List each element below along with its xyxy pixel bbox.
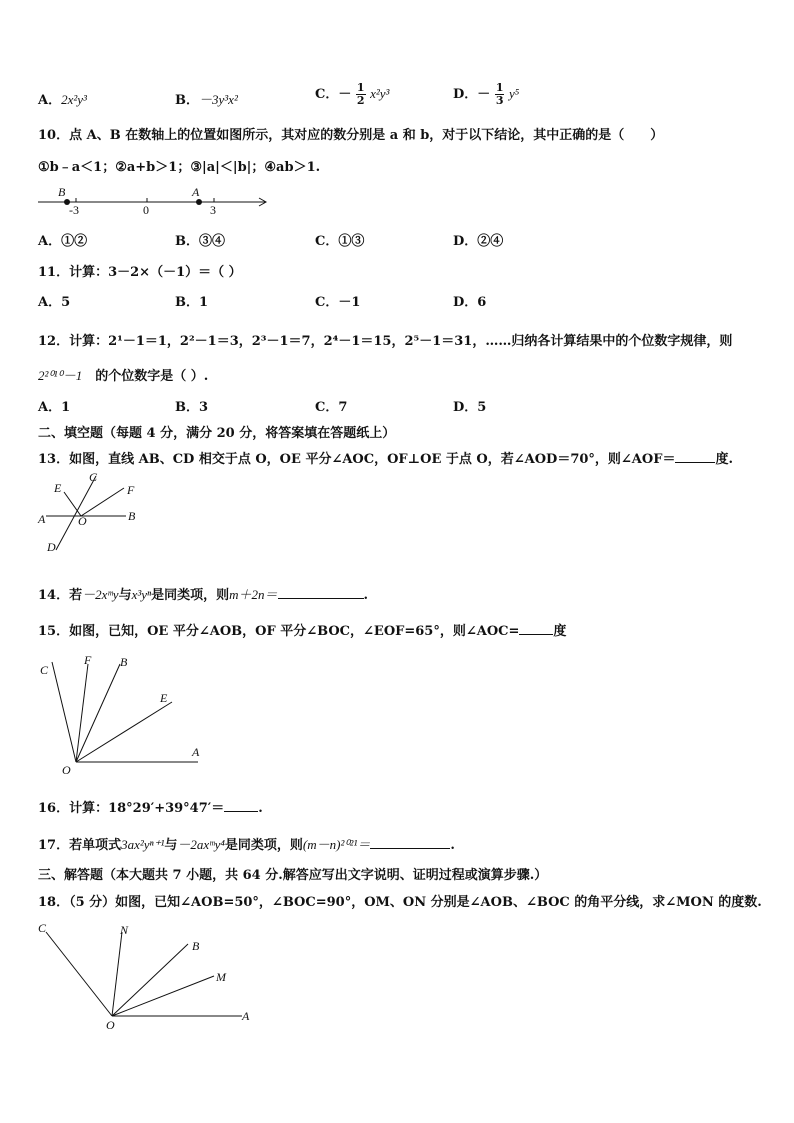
q13-label-e: E xyxy=(54,481,62,495)
q12-stem-line2: 2²⁰¹⁰－1 的个位数字是（ ）. xyxy=(38,368,209,384)
q11-option-b: B．1 xyxy=(175,295,209,310)
q16-stem: 16．计算：18°29′+39°47′＝ . xyxy=(38,801,263,816)
tick-0: 0 xyxy=(143,203,149,216)
q11-option-a: A．5 xyxy=(38,295,71,310)
q13-label-b: B xyxy=(128,509,136,523)
q18-stem: 18．（5 分）如图，已知∠AOB=50°，∠BOC=90°，OM、ON 分别是∠AOB、∠BOC 的角平分线，求∠MON 的度数. xyxy=(38,895,762,910)
q15-figure xyxy=(36,650,216,780)
q12-option-d: D．5 xyxy=(453,400,487,415)
q11-stem: 11．计算：3－2×（－1）＝（ ） xyxy=(38,265,242,280)
q18-label-c: C xyxy=(38,921,47,935)
q10-option-a: A．①② xyxy=(38,234,88,249)
point-a xyxy=(196,199,202,205)
q18-figure xyxy=(36,918,266,1034)
q13-label-d: D xyxy=(47,540,56,554)
q10-stem: 10．点 A、B 在数轴上的位置如图所示，其对应的数分别是 a 和 b，对于以下结论，其中正确的是（ ） xyxy=(38,128,664,143)
q15-stem: 15．如图，已知，OE 平分∠AOB，OF 平分∠BOC，∠EOF=65°，则∠AOC= 度 xyxy=(38,624,567,639)
tick-3: 3 xyxy=(210,203,216,216)
q17-stem: 17．若单项式3ax²yⁿ⁺¹与－2axᵐy⁴是同类项，则(m－n)²⁰²¹＝ . xyxy=(38,837,455,853)
section2-heading: 二、填空题（每题 4 分，满分 20 分，将答案填在答题纸上） xyxy=(38,426,396,441)
q18-label-m: M xyxy=(216,970,226,984)
q18-label-a: A xyxy=(242,1009,250,1023)
q15-label-f: F xyxy=(84,653,92,667)
q15-label-b: B xyxy=(120,655,128,669)
q13-label-o: O xyxy=(78,514,87,528)
q12-stem: 12．计算：2¹－1＝1，2²－1＝3，2³－1＝7，2⁴－1＝15，2⁵－1＝31，……归纳各计算结果中的个位数字规律，则 xyxy=(38,334,733,349)
q15-label-c: C xyxy=(40,663,49,677)
q14-stem: 14．若－2xᵐy与x³yⁿ是同类项，则m＋2n＝ . xyxy=(38,587,369,603)
q15-label-o: O xyxy=(62,763,71,777)
q15-label-a: A xyxy=(192,745,200,759)
section3-heading: 三、解答题（本大题共 7 小题，共 64 分.解答应写出文字说明、证明过程或演算步骤.） xyxy=(38,868,548,883)
q10-conclusions: ①b﹣a＜1；②a+b＞1；③|a|＜|b|；④ab＞1. xyxy=(38,160,321,175)
q12-option-c: C．7 xyxy=(315,400,348,415)
q10-option-c: C．①③ xyxy=(315,234,365,249)
q13-label-c: C xyxy=(89,470,98,484)
tick-neg3: -3 xyxy=(69,203,79,216)
q12-option-b: B．3 xyxy=(175,400,209,415)
q18-label-b: B xyxy=(192,939,200,953)
q10-option-d: D．②④ xyxy=(453,234,504,249)
q18-label-n: N xyxy=(120,923,129,937)
q18-label-o: O xyxy=(106,1018,115,1032)
q15-label-e: E xyxy=(160,691,168,705)
q13-label-a: A xyxy=(38,512,46,526)
q9-option-d: D．－ $\frac{1}{3}$ y⁵ xyxy=(453,81,520,107)
q9-option-a: A．2x²y³ xyxy=(38,92,87,108)
q13-figure xyxy=(36,468,146,558)
q10-number-line xyxy=(36,184,276,216)
q9-option-c: C．－ $\frac{1}{2}$ x²y³ xyxy=(315,81,390,107)
q10-option-b: B．③④ xyxy=(175,234,225,249)
label-b: B xyxy=(58,185,66,199)
q11-option-d: D．6 xyxy=(453,295,487,310)
q11-option-c: C．－1 xyxy=(315,295,361,310)
q13-stem: 13．如图，直线 AB、CD 相交于点 O，OE 平分∠AOC，OF⊥OE 于点 O，若∠AOD＝70°，则∠AOF＝ 度. xyxy=(38,452,733,467)
label-a: A xyxy=(192,185,200,199)
q12-option-a: A．1 xyxy=(38,400,71,415)
q13-label-f: F xyxy=(127,483,135,497)
q9-option-b: B．－3y³x² xyxy=(175,92,238,108)
